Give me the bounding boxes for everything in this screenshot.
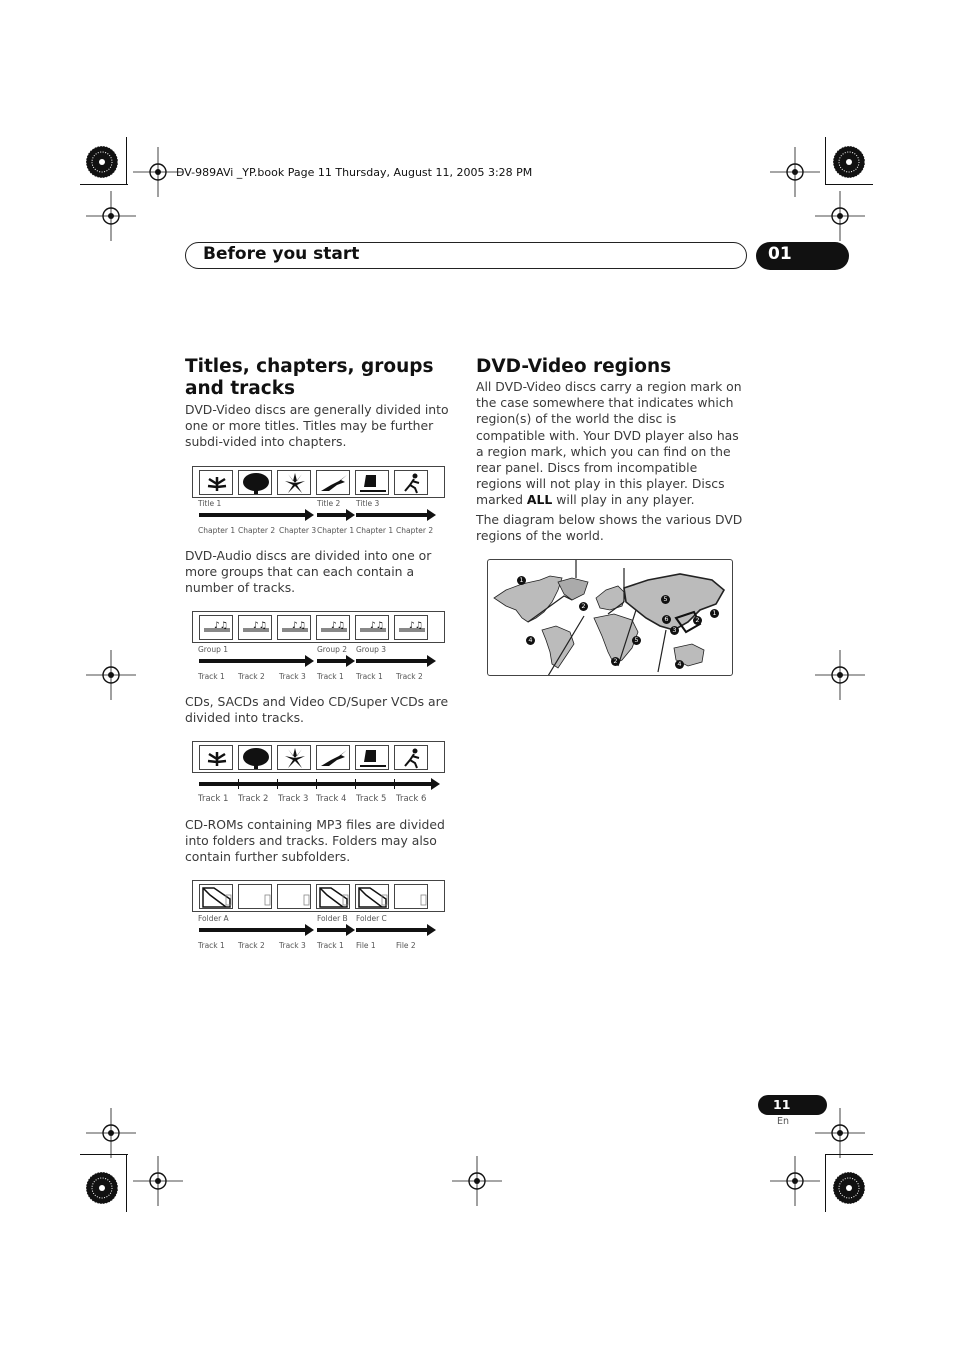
bird-icon xyxy=(316,470,350,495)
windsurf-icon xyxy=(355,745,389,770)
track-divider xyxy=(238,779,239,789)
arrow-head xyxy=(305,924,314,936)
dvd-video-film-strip xyxy=(192,466,445,498)
crosshair-mark xyxy=(86,191,136,241)
paragraph-text: All DVD-Video discs carry a region mark on the case somewhere that indicates which region(s) of the world the disc is compatible with. Your DVD player also has a region mark, which you can find on the rear panel. Discs from incompatible regions will not play in this player. Discs marked xyxy=(476,379,742,508)
paragraph: DVD-Audio discs are divided into one or more groups that can each contain a number of tracks. xyxy=(185,548,432,596)
region-marker: 2 xyxy=(579,602,588,611)
arrow-head xyxy=(427,509,436,521)
crosshair-mark xyxy=(815,1108,865,1158)
crosshair-mark xyxy=(86,1108,136,1158)
track-label: Track 2 xyxy=(238,941,265,950)
track-label: Track 5 xyxy=(356,794,387,804)
region-marker: 1 xyxy=(710,609,719,618)
track-label: Track 1 xyxy=(198,794,229,804)
running-header: DV-989AVi _YP.book Page 11 Thursday, August 11, 2005 3:28 PM xyxy=(176,166,533,179)
track-label: Track 3 xyxy=(279,941,306,950)
tree-icon xyxy=(238,470,272,495)
group-arrow xyxy=(356,659,428,663)
skater-icon xyxy=(394,470,428,495)
group-arrow xyxy=(199,659,306,663)
folder-label: Folder B xyxy=(317,914,348,923)
folder-label: Folder A xyxy=(198,914,229,923)
region-marker: 2 xyxy=(611,657,620,666)
svg-text:♪♫: ♪♫ xyxy=(253,621,267,631)
leaf-icon xyxy=(199,470,233,495)
svg-text:♪♫: ♪♫ xyxy=(409,621,423,631)
track-label: Track 3 xyxy=(279,672,306,681)
chapter-number: 01 xyxy=(768,244,792,264)
track-arrow xyxy=(199,782,431,786)
tree-icon xyxy=(238,745,272,770)
file-label: File 1 xyxy=(356,941,376,950)
starburst-mark xyxy=(833,146,865,178)
folder-arrow xyxy=(356,928,428,932)
para-dvd-video xyxy=(185,402,457,451)
music-icon xyxy=(277,615,311,640)
crosshair-mark xyxy=(770,1156,820,1206)
bird-icon xyxy=(316,745,350,770)
track-label: Track 1 xyxy=(317,672,344,681)
chapter-label: Chapter 1 xyxy=(356,526,394,535)
crosshair-mark xyxy=(86,650,136,700)
mp3-film-strip xyxy=(192,880,445,912)
para-cd xyxy=(185,694,457,726)
music-icon xyxy=(238,615,272,640)
region-marker: 4 xyxy=(526,636,535,645)
chapter-label: Chapter 2 xyxy=(238,526,276,535)
para-regions-diagram xyxy=(476,512,744,544)
title-arrow xyxy=(199,513,306,517)
para-cd-rom xyxy=(185,817,457,866)
track-label: Track 2 xyxy=(238,672,265,681)
starburst-mark xyxy=(86,1172,118,1204)
title-label: Title 3 xyxy=(356,499,380,508)
group-label: Group 3 xyxy=(356,645,386,654)
svg-text:♪♫: ♪♫ xyxy=(292,621,306,631)
page-number-tab xyxy=(758,1095,827,1115)
paragraph xyxy=(476,379,744,509)
chapter-label: Chapter 2 xyxy=(396,526,434,535)
chapter-label: Chapter 1 xyxy=(198,526,236,535)
arrow-head xyxy=(346,509,355,521)
svg-text:♪♫: ♪♫ xyxy=(331,621,345,631)
region-marker: 1 xyxy=(517,576,526,585)
para-regions xyxy=(476,379,744,509)
track-label: Track 2 xyxy=(396,672,423,681)
folder-arrow xyxy=(199,928,306,932)
arrow-head xyxy=(346,655,355,667)
region-marker: 6 xyxy=(662,615,671,624)
chapter-label: Chapter 1 xyxy=(317,526,355,535)
title-label: Title 2 xyxy=(317,499,341,508)
crosshair-mark xyxy=(815,191,865,241)
track-label: Track 2 xyxy=(238,794,269,804)
all-mark-text: ALL xyxy=(526,492,553,508)
group-label: Group 1 xyxy=(198,645,228,654)
flower-icon xyxy=(277,745,311,770)
file-icon xyxy=(277,884,311,909)
leaf-icon xyxy=(199,745,233,770)
section-heading: Titles, chapters, groups and tracks xyxy=(185,356,434,399)
section-heading: DVD-Video regions xyxy=(476,356,672,377)
flower-icon xyxy=(277,470,311,495)
crosshair-mark xyxy=(452,1156,502,1206)
track-divider xyxy=(277,779,278,789)
svg-text:♪♫: ♪♫ xyxy=(214,621,228,631)
starburst-mark xyxy=(833,1172,865,1204)
folder-label: Folder C xyxy=(356,914,387,923)
windsurf-icon xyxy=(355,470,389,495)
arrow-head xyxy=(346,924,355,936)
track-label: Track 1 xyxy=(317,941,344,950)
paragraph-text: will play in any player. xyxy=(552,492,695,508)
track-label: Track 1 xyxy=(198,941,225,950)
page-number: 11 xyxy=(773,1097,791,1112)
cd-film-strip xyxy=(192,741,445,773)
track-label: Track 3 xyxy=(278,794,309,804)
arrow-head xyxy=(427,924,436,936)
group-arrow xyxy=(317,659,347,663)
file-icon xyxy=(238,884,272,909)
left-section-heading-wrap xyxy=(185,356,453,400)
dvd-region-world-map xyxy=(487,559,733,676)
crosshair-mark xyxy=(770,147,820,197)
region-marker: 4 xyxy=(675,660,684,669)
skater-icon xyxy=(394,745,428,770)
track-label: Track 1 xyxy=(356,672,383,681)
region-marker: 5 xyxy=(661,595,670,604)
arrow-head xyxy=(305,509,314,521)
track-label: Track 1 xyxy=(198,672,225,681)
track-label: Track 4 xyxy=(316,794,347,804)
arrow-head xyxy=(431,778,440,790)
music-icon xyxy=(316,615,350,640)
track-divider xyxy=(316,779,317,789)
folder-icon xyxy=(199,884,233,909)
region-marker: 2 xyxy=(693,616,702,625)
crosshair-mark xyxy=(815,650,865,700)
music-icon xyxy=(199,615,233,640)
paragraph: CDs, SACDs and Video CD/Super VCDs are divided into tracks. xyxy=(185,694,449,726)
region-marker: 3 xyxy=(670,626,679,635)
chapter-title: Before you start xyxy=(203,244,360,264)
track-label: Track 6 xyxy=(396,794,427,804)
svg-text:♪♫: ♪♫ xyxy=(370,621,384,631)
title-label: Title 1 xyxy=(198,499,222,508)
chapter-label: Chapter 3 xyxy=(279,526,317,535)
folder-icon xyxy=(316,884,350,909)
arrow-head xyxy=(427,655,436,667)
folder-arrow xyxy=(317,928,347,932)
paragraph: CD-ROMs containing MP3 files are divided into folders and tracks. Folders may also contain further subfolders. xyxy=(185,817,445,865)
page-language: En xyxy=(777,1116,790,1127)
file-label: File 2 xyxy=(396,941,416,950)
paragraph: The diagram below shows the various DVD regions of the world. xyxy=(476,512,743,544)
right-section-heading-wrap xyxy=(476,356,746,378)
para-dvd-audio xyxy=(185,548,457,597)
region-marker: 5 xyxy=(632,636,641,645)
title-arrow xyxy=(317,513,347,517)
folder-icon xyxy=(355,884,389,909)
music-icon xyxy=(355,615,389,640)
dvd-audio-film-strip xyxy=(192,611,445,643)
paragraph: DVD-Video discs are generally divided into one or more titles. Titles may be further subdi-vided into chapters. xyxy=(185,402,449,450)
group-label: Group 2 xyxy=(317,645,347,654)
starburst-mark xyxy=(86,146,118,178)
file-icon xyxy=(394,884,428,909)
crosshair-mark xyxy=(133,1156,183,1206)
title-arrow xyxy=(356,513,428,517)
track-divider xyxy=(355,779,356,789)
music-icon xyxy=(394,615,428,640)
track-divider xyxy=(394,779,395,789)
arrow-head xyxy=(305,655,314,667)
